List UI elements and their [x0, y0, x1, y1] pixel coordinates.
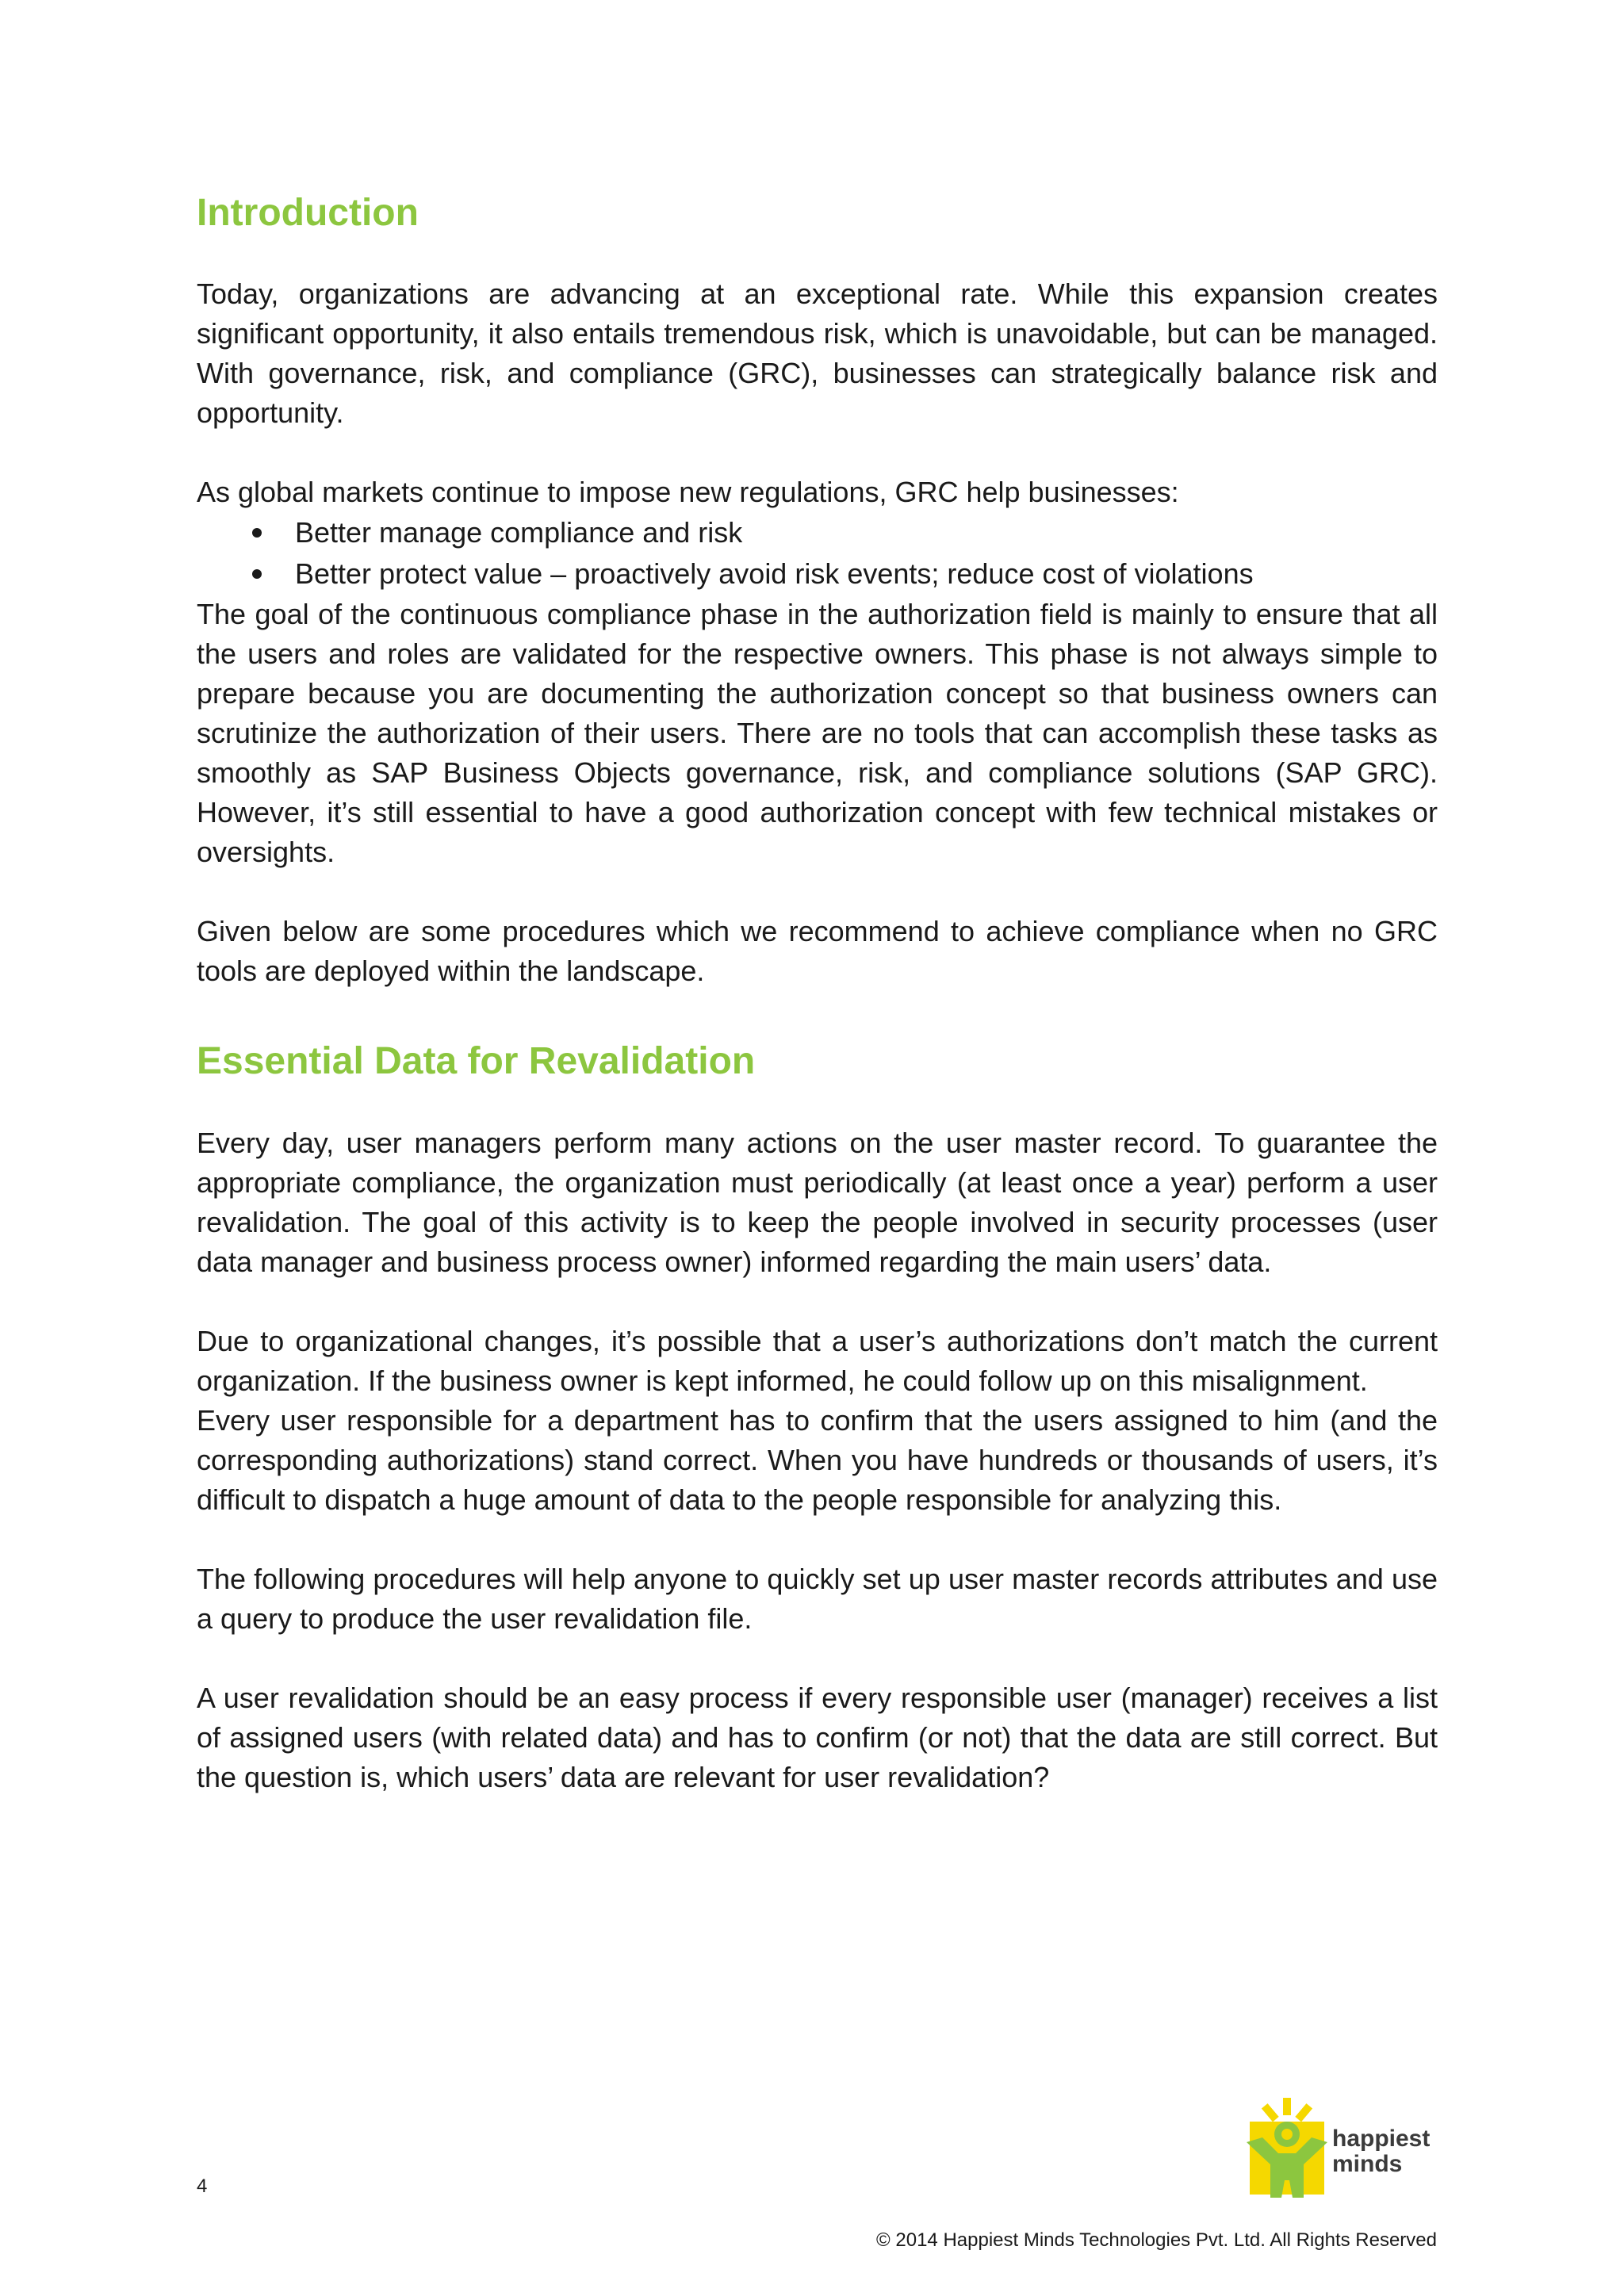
revalidation-paragraph-2: Due to organizational changes, it’s possible that a user’s authorizations don’t match the current organization. If the business owner is kept informed, he could follow up on this misalignment.: [197, 1325, 1438, 1398]
intro-paragraph-2: As global markets continue to impose new regulations, GRC help businesses:: [197, 475, 1179, 508]
essential-data-heading: Essential Data for Revalidation: [197, 1039, 756, 1082]
revalidation-paragraph-5: A user revalidation should be an easy process if every responsible user (manager) receives a list of assigned users (with related data) and has to confirm (or not) that the data are still correct. But the question is, which users’ data are relevant for user revalidation?: [197, 1682, 1438, 1794]
page-content: [197, 190, 1438, 1797]
copyright-notice: © 2014 Happiest Minds Technologies Pvt. Ltd. All Rights Reserved: [876, 2229, 1437, 2251]
intro-paragraph-1: Today, organizations are advancing at an exceptional rate. While this expansion creates significant opportunity, it also entails tremendous risk, which is unavoidable, but can be managed. With governance, risk, and compliance (GRC), businesses can strategically balance risk and opportunity.: [197, 277, 1438, 429]
intro-paragraph-4: Given below are some procedures which we recommend to achieve compliance when no GRC tools are deployed within the landscape.: [197, 914, 1438, 987]
logo-line-1: happiest: [1332, 2126, 1431, 2152]
revalidation-paragraph-1: Every day, user managers perform many actions on the user master record. To guarantee the appropriate compliance, the organization must periodically (at least once a year) perform a user revalidation. The goal of this activity is to keep the people involved in security processes (user data manager and business process owner) informed regarding the main users’ data.: [197, 1127, 1438, 1279]
logo-line-2: minds: [1332, 2151, 1403, 2177]
grc-benefits-list: [197, 512, 1438, 595]
intro-paragraph-3: The goal of the continuous compliance phase in the authorization field is mainly to ensure that all the users and roles are validated for the respective owners. This phase is not always simple to prepare because you are documenting the authorization concept so that business owners can scrutinize the authorization of their users. There are no tools that can accomplish these tasks as smoothly as SAP Business Objects governance, risk, and compliance solutions (SAP GRC). However, it’s still essential to have a good authorization concept with few technical mistakes or oversights.: [197, 597, 1438, 868]
list-item: Better manage compliance and risk: [295, 512, 1438, 553]
list-item: Better protect value – proactively avoid risk events; reduce cost of violations: [295, 553, 1438, 595]
logo-figure-icon: [1243, 2098, 1331, 2201]
introduction-heading: Introduction: [197, 192, 419, 234]
revalidation-paragraph-4: The following procedures will help anyone to quickly set up user master records attributes and use a query to produce the user revalidation file.: [197, 1563, 1438, 1636]
revalidation-paragraph-3: Every user responsible for a department has to confirm that the users assigned to him (and the corresponding authorizations) stand correct. When you have hundreds or thousands of users, it’s difficult to dispatch a huge amount of data to the people responsible for analyzing this.: [197, 1404, 1438, 1517]
logo-text: [1332, 2126, 1430, 2177]
happiest-minds-logo: [1243, 2098, 1443, 2201]
page-number: 4: [197, 2175, 208, 2197]
